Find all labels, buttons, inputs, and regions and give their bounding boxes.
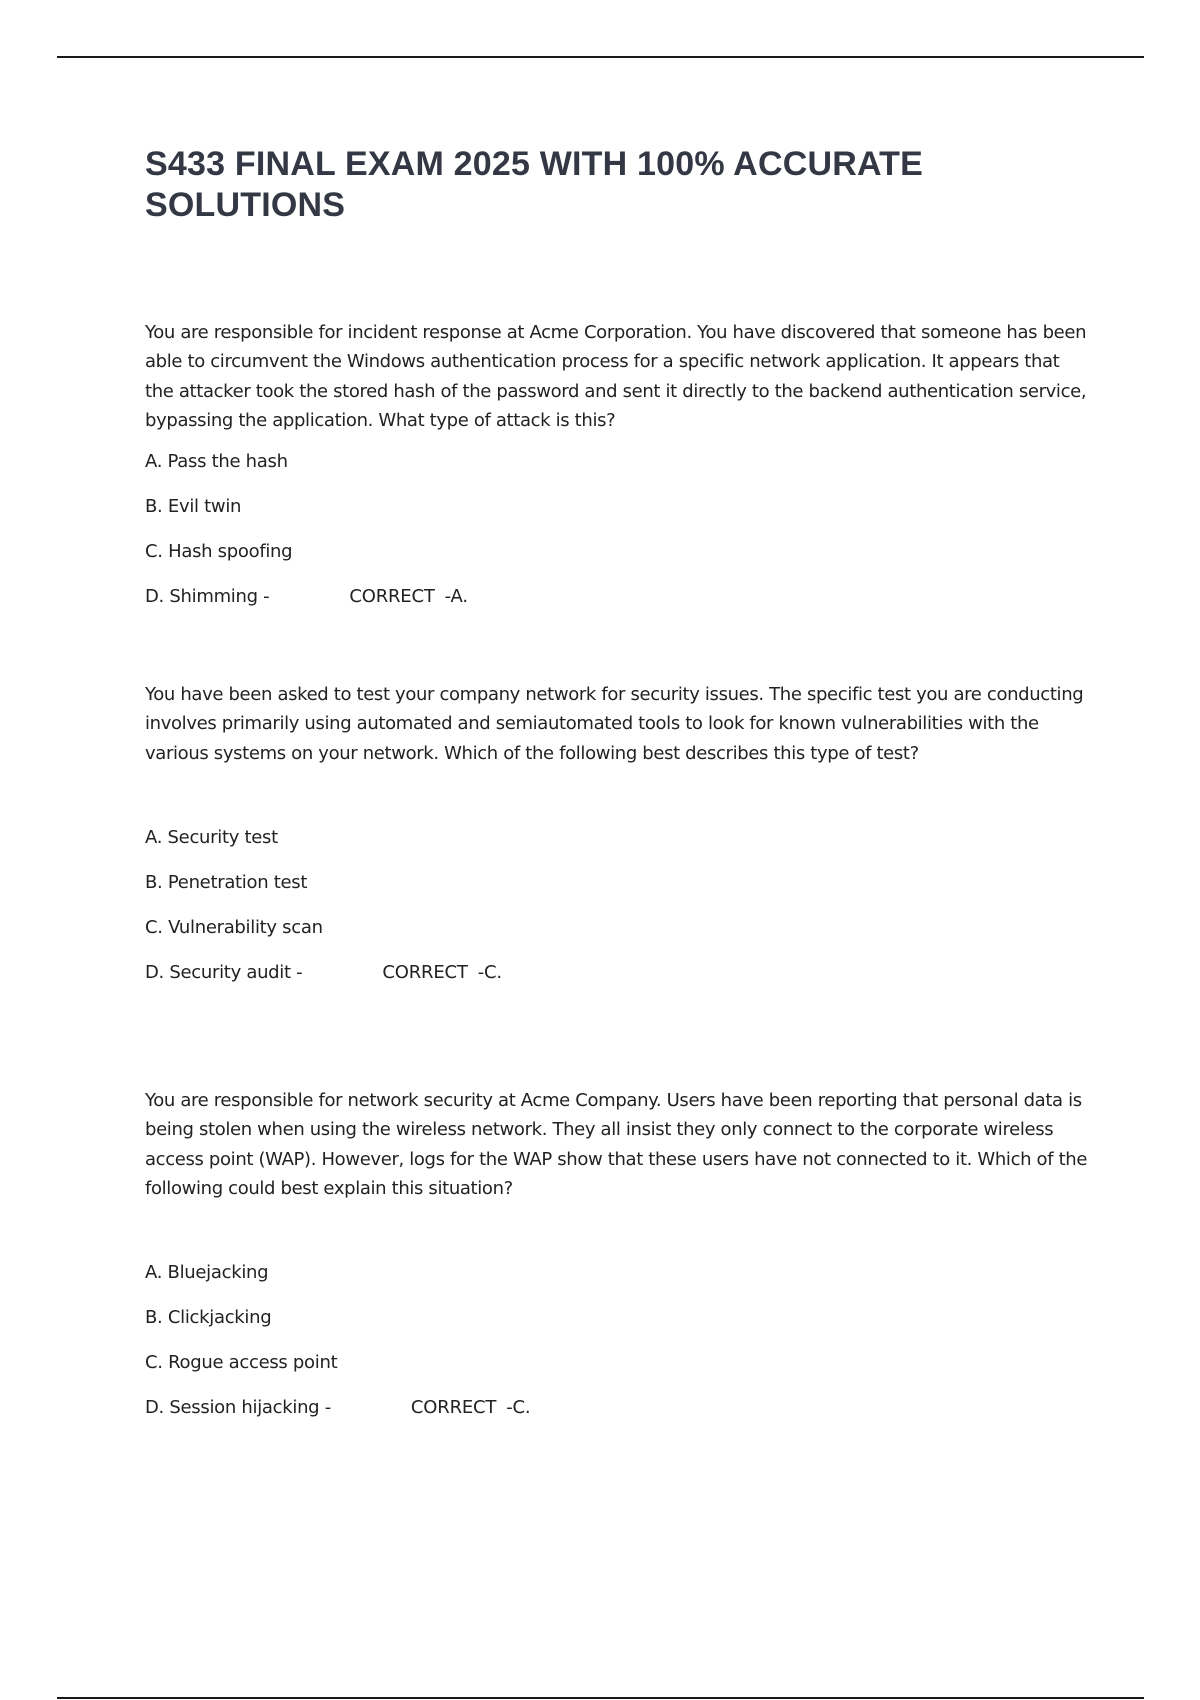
document-title: S433 FINAL EXAM 2025 WITH 100% ACCURATE SOLUTIONS (145, 145, 924, 224)
question-2 (145, 680, 1090, 985)
option-d-row (145, 961, 1090, 985)
question-stem: You have been asked to test your company network for security issues. The specific test you are conducting involves primarily using automated and semiautomated tools to look for known vulnerabilities with the various systems on your network. Which of the following best describes this type of test? (145, 684, 1084, 764)
option-b: B. Evil twin (145, 496, 242, 518)
option-a: A. Pass the hash (145, 451, 288, 473)
answer-options (145, 450, 1090, 609)
correct-answer-indicator (411, 1396, 530, 1420)
correct-answer-indicator (349, 585, 468, 609)
correct-label: CORRECT (410, 1397, 497, 1419)
question-stem: You are responsible for network security at Acme Company. Users have been reporting that personal data is being stolen when using the wireless network. They all insist they only connect to the corporate wireless access point (WAP). However, logs for the WAP show that these users have not connected to it. Which of the following could best explain this situation? (145, 1090, 1088, 1199)
question-stem: You are responsible for incident response at Acme Corporation. You have discovered that someone has been able to circumvent the Windows authentication process for a specific network application. It appears that the attacker took the stored hash of the password and sent it directly to the backend authentication service, bypassing the application. What type of attack is this? (145, 322, 1087, 431)
option-c: C. Hash spoofing (145, 541, 293, 563)
option-a: A. Security test (145, 826, 278, 848)
question-1 (145, 318, 1090, 609)
answer-options (145, 1261, 1090, 1420)
question-3 (145, 1086, 1090, 1420)
correct-answer: -C. (477, 961, 502, 983)
option-b: B. Penetration test (145, 871, 308, 893)
option-d: D. Shimming - (145, 586, 270, 608)
option-a: A. Bluejacking (145, 1262, 269, 1284)
option-c: C. Rogue access point (145, 1352, 338, 1374)
correct-answer-indicator (382, 961, 501, 985)
option-d-row (145, 1396, 1090, 1420)
bottom-rule (57, 1697, 1144, 1699)
correct-label: CORRECT (382, 961, 468, 983)
option-d-row (145, 585, 1090, 609)
option-d: D. Security audit - (145, 961, 303, 983)
top-rule (57, 56, 1144, 58)
correct-answer: -A. (444, 586, 468, 608)
correct-label: CORRECT (349, 586, 435, 608)
option-c: C. Vulnerability scan (145, 916, 323, 938)
answer-options (145, 826, 1090, 985)
option-d: D. Session hijacking - (145, 1397, 331, 1419)
option-b: B. Clickjacking (145, 1307, 272, 1329)
correct-answer: -C. (506, 1397, 531, 1419)
